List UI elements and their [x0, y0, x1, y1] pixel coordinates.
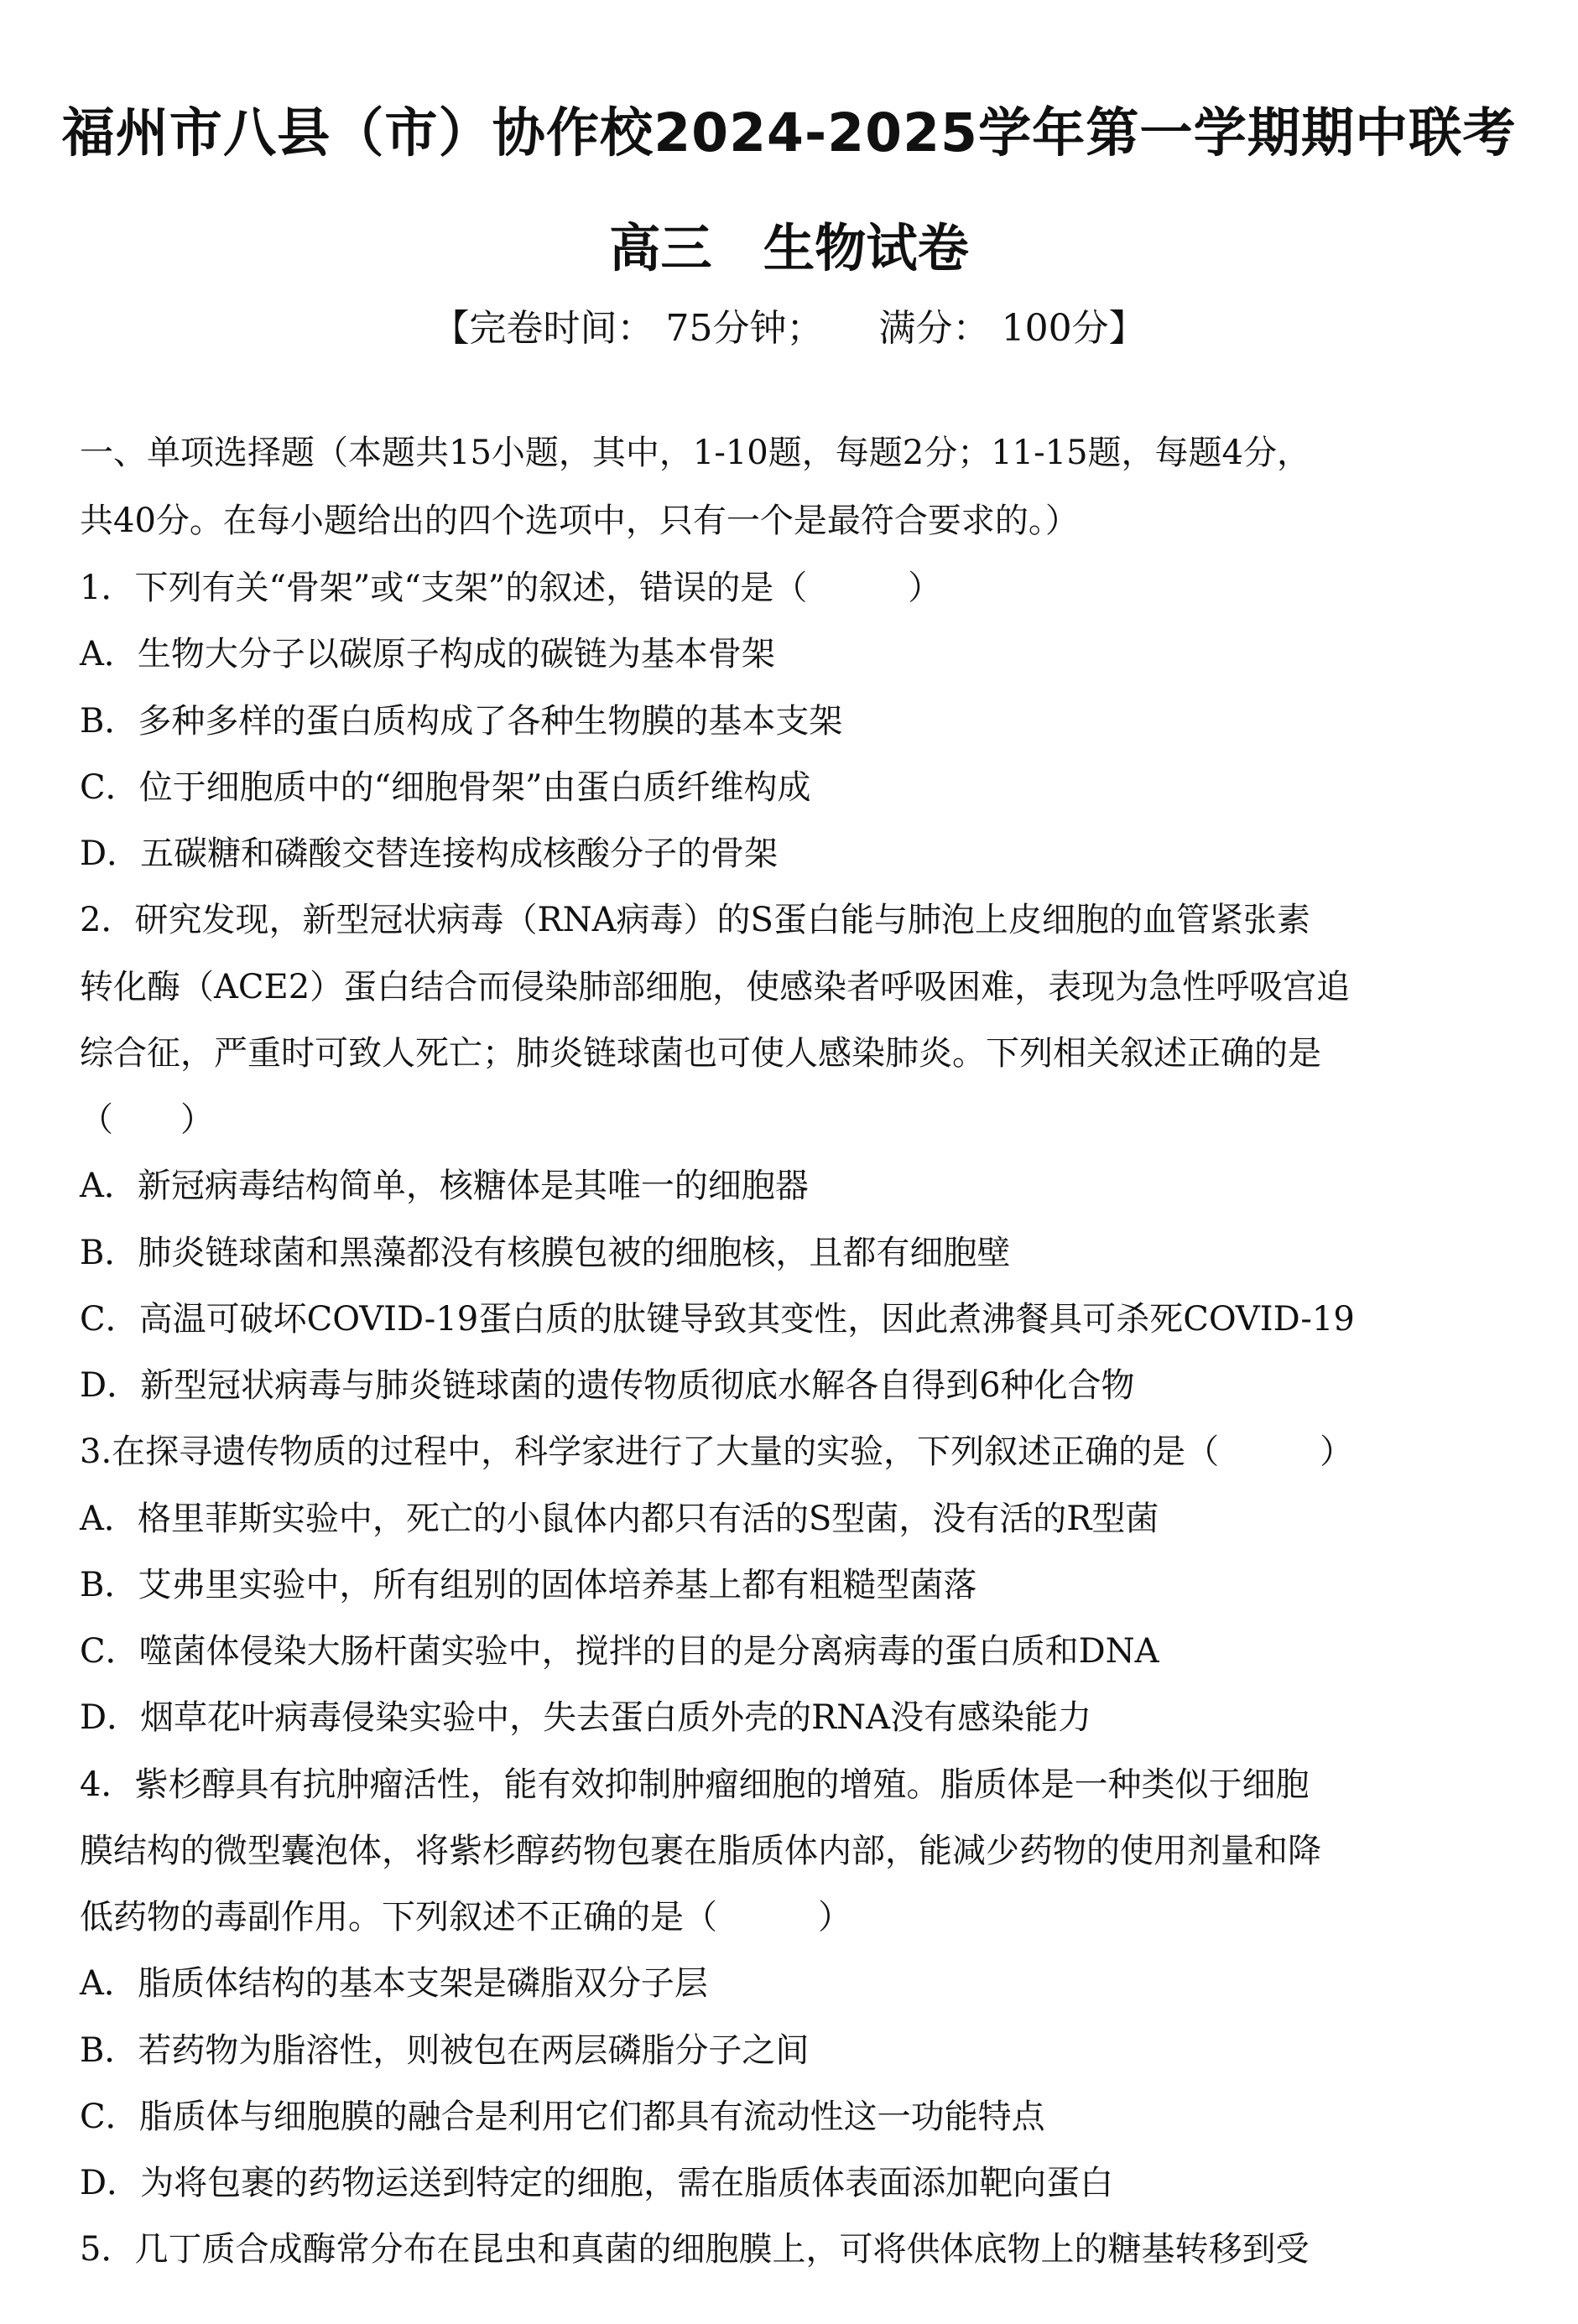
question-1-option-b: B．多种多样的蛋白质构成了各种生物膜的基本支架 — [80, 702, 843, 741]
question-4-option-d: D．为将包裹的药物运送到特定的细胞，需在脂质体表面添加靶向蛋白 — [80, 2164, 1114, 2202]
section-instructions-line-1: 一、单项选择题（本题共15小题，其中，1-10题，每题2分；11-15题，每题4分， — [80, 434, 1310, 472]
question-4-option-b: B．若药物为脂溶性，则被包在两层磷脂分子之间 — [80, 2031, 810, 2070]
question-4-stem-line-1: 4．紫杉醇具有抗肿瘤活性，能有效抑制肿瘤细胞的增殖。脂质体是一种类似于细胞 — [80, 1765, 1310, 1804]
question-3-stem: 3.在探寻遗传物质的过程中，科学家进行了大量的实验，下列叙述正确的是（ ） — [80, 1432, 1354, 1471]
question-1-option-d: D．五碳糖和磷酸交替连接构成核酸分子的骨架 — [80, 834, 779, 873]
question-1-option-c: C．位于细胞质中的“细胞骨架”由蛋白质纤维构成 — [80, 768, 811, 807]
question-4-option-c: C．脂质体与细胞膜的融合是利用它们都具有流动性这一功能特点 — [80, 2098, 1045, 2136]
question-2-stem-line-4: （ ） — [80, 1100, 214, 1139]
exam-title: 福州市八县（市）协作校2024-2025学年第一学期期中联考 — [61, 101, 1517, 164]
question-2-option-d: D．新型冠状病毒与肺炎链球菌的遗传物质彻底水解各自得到6种化合物 — [80, 1366, 1135, 1405]
question-1-stem: 1．下列有关“骨架”或“支架”的叙述，错误的是（ ） — [80, 569, 942, 607]
question-2-option-b: B．肺炎链球菌和黑藻都没有核膜包被的细胞核，且都有细胞壁 — [80, 1234, 1011, 1272]
question-2-stem-line-3: 综合征，严重时可致人死亡；肺炎链球菌也可使人感染肺炎。下列相关叙述正确的是 — [80, 1034, 1321, 1073]
question-4-stem-line-3: 低药物的毒副作用。下列叙述不正确的是（ ） — [80, 1898, 851, 1937]
exam-subtitle: 高三 生物试卷 — [609, 219, 969, 278]
question-3-option-a: A．格里菲斯实验中，死亡的小鼠体内都只有活的S型菌，没有活的R型菌 — [80, 1500, 1159, 1538]
question-5-stem: 5．几丁质合成酶常分布在昆虫和真菌的细胞膜上，可将供体底物上的糖基转移到受 — [80, 2230, 1310, 2269]
question-2-stem-line-1: 2．研究发现，新型冠状病毒（RNA病毒）的S蛋白能与肺泡上皮细胞的血管紧张素 — [80, 901, 1310, 939]
exam-info: 【完卷时间： 75分钟； 满分： 100分】 — [432, 307, 1146, 350]
question-1-option-a: A．生物大分子以碳原子构成的碳链为基本骨架 — [80, 635, 775, 673]
question-2-stem-line-2: 转化酶（ACE2）蛋白结合而侵染肺部细胞，使感染者呼吸困难，表现为急性呼吸宫追 — [80, 968, 1351, 1006]
question-3-option-b: B．艾弗里实验中，所有组别的固体培养基上都有粗糙型菌落 — [80, 1566, 977, 1604]
question-2-option-a: A．新冠病毒结构简单，核糖体是其唯一的细胞器 — [80, 1167, 809, 1205]
question-2-option-c: C．高温可破坏COVID-19蛋白质的肽键导致其变性，因此煮沸餐具可杀死COVID-19 — [80, 1300, 1355, 1339]
question-3-option-d: D．烟草花叶病毒侵染实验中，失去蛋白质外壳的RNA没有感染能力 — [80, 1698, 1092, 1737]
question-4-option-a: A．脂质体结构的基本支架是磷脂双分子层 — [80, 1964, 708, 2003]
section-instructions-line-2: 共40分。在每小题给出的四个选项中，只有一个是最符合要求的。） — [80, 502, 1079, 540]
question-4-stem-line-2: 膜结构的微型囊泡体，将紫杉醇药物包裹在脂质体内部，能减少药物的使用剂量和降 — [80, 1832, 1321, 1870]
question-3-option-c: C．噬菌体侵染大肠杆菌实验中，搅拌的目的是分离病毒的蛋白质和DNA — [80, 1632, 1159, 1671]
